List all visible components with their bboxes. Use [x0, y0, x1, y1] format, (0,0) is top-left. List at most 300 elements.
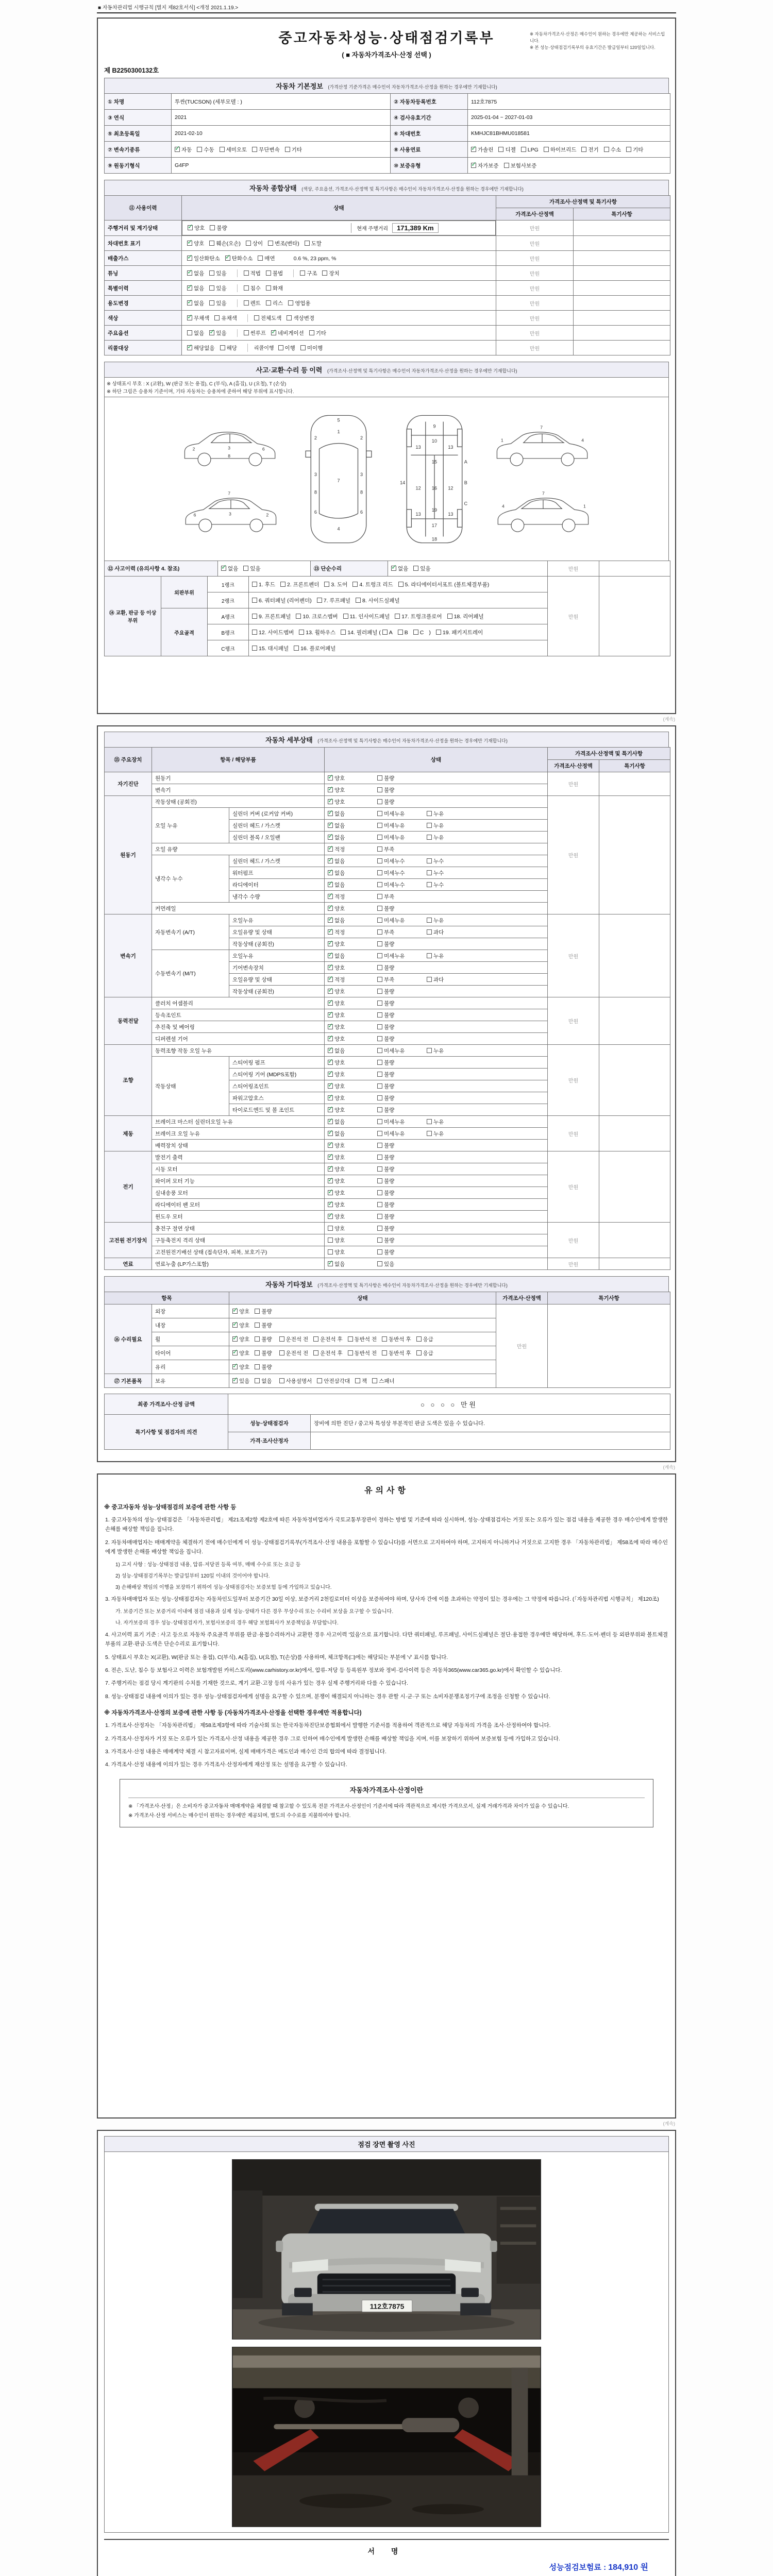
checkbox[interactable] — [209, 270, 214, 276]
checkbox[interactable] — [416, 1350, 422, 1355]
checkbox[interactable] — [244, 270, 249, 276]
checkbox[interactable] — [377, 1072, 382, 1077]
checkbox[interactable] — [427, 811, 432, 816]
checkbox-checked[interactable] — [328, 906, 333, 911]
panel-item-option — [252, 613, 291, 620]
checkbox[interactable] — [377, 1107, 382, 1112]
checkbox[interactable] — [352, 582, 358, 587]
option-label: 양호 — [334, 775, 345, 782]
checkbox[interactable] — [255, 1378, 260, 1383]
checkbox-checked[interactable] — [187, 256, 192, 261]
checkbox[interactable] — [322, 270, 327, 276]
checkbox[interactable] — [252, 582, 257, 587]
checkbox[interactable] — [377, 1095, 382, 1100]
checkbox[interactable] — [268, 241, 273, 246]
notice-warranty-subitem: 3) 손해배상 책임의 이행을 보장하기 위하여 성능·상태점검자는 보증보험 등에 가입하고 있습니다. — [115, 1584, 332, 1590]
checkbox[interactable] — [288, 300, 293, 306]
checkbox[interactable] — [313, 1350, 318, 1355]
checkbox-checked[interactable] — [187, 315, 192, 320]
field-value-text: 2021-02-10 — [175, 130, 203, 137]
checkbox-option — [328, 834, 377, 841]
checkbox-checked[interactable] — [328, 894, 333, 899]
option-label: 없음 — [334, 810, 345, 817]
checkbox-checked[interactable] — [328, 1036, 333, 1041]
checkbox-checked[interactable] — [328, 1261, 333, 1266]
checkbox-checked[interactable] — [328, 929, 333, 935]
checkbox[interactable] — [279, 1336, 284, 1342]
checkbox[interactable] — [252, 614, 257, 619]
checkbox-checked[interactable] — [328, 965, 333, 970]
repair-needed-label: ⑯ 수리필요 — [105, 1304, 152, 1374]
checkbox[interactable] — [427, 1048, 432, 1053]
checkbox[interactable] — [377, 811, 382, 816]
option-label: 불량 — [384, 1071, 395, 1078]
option-label: 없음 — [334, 1130, 345, 1137]
checkbox-checked[interactable] — [175, 147, 180, 152]
checkbox-checked[interactable] — [328, 775, 333, 781]
price-cell: 만원 — [496, 251, 574, 266]
checkbox-checked[interactable] — [328, 1095, 333, 1100]
checkbox[interactable] — [343, 614, 348, 619]
etc-item-label: 외장 — [152, 1304, 229, 1318]
checkbox-checked[interactable] — [328, 977, 333, 982]
checkbox[interactable] — [377, 870, 382, 875]
checkbox[interactable] — [544, 147, 549, 152]
option-label: 불량 — [261, 1364, 272, 1370]
status-groups — [185, 300, 318, 307]
checkbox[interactable] — [210, 225, 215, 230]
checkbox[interactable] — [436, 630, 441, 635]
checkbox-checked[interactable] — [328, 953, 333, 958]
checkbox-option — [328, 798, 377, 806]
checkbox[interactable] — [313, 1336, 318, 1342]
checkbox-checked[interactable] — [328, 835, 333, 840]
checkbox[interactable] — [427, 918, 432, 923]
checkbox[interactable] — [377, 882, 382, 887]
checkbox[interactable] — [427, 1119, 432, 1124]
svg-text:1: 1 — [501, 437, 503, 443]
checkbox-checked[interactable] — [328, 1131, 333, 1136]
checkbox[interactable] — [626, 147, 631, 152]
checkbox[interactable] — [294, 646, 299, 651]
checkbox-option — [268, 240, 299, 247]
checkbox[interactable] — [398, 630, 403, 635]
checkbox[interactable] — [427, 1131, 432, 1136]
checkbox-checked[interactable] — [232, 1350, 238, 1355]
checkbox[interactable] — [382, 630, 388, 635]
checkbox[interactable] — [377, 965, 382, 970]
price-cell: 만원 — [548, 1116, 599, 1151]
checkbox-checked[interactable] — [188, 225, 193, 230]
status-cell — [182, 251, 496, 266]
checkbox[interactable] — [300, 345, 306, 350]
checkbox[interactable] — [377, 977, 382, 982]
checkbox[interactable] — [427, 835, 432, 840]
checkbox[interactable] — [377, 1036, 382, 1041]
checkbox-checked[interactable] — [328, 1001, 333, 1006]
col-device: ⑮ 주요장치 — [105, 748, 152, 772]
checkbox-checked[interactable] — [187, 270, 192, 276]
checkbox[interactable] — [377, 787, 382, 792]
subpart-label: 실린더 블록 / 오일팬 — [229, 832, 325, 843]
checkbox[interactable] — [382, 1350, 387, 1355]
option-label: 영업용 — [295, 300, 311, 307]
checkbox[interactable] — [244, 330, 249, 335]
checkbox[interactable] — [427, 977, 432, 982]
option-label: 사용설명서 — [285, 1378, 312, 1384]
checkbox-checked[interactable] — [328, 1190, 333, 1195]
checkbox[interactable] — [377, 989, 382, 994]
checkbox[interactable] — [581, 147, 586, 152]
option-label: 불량 — [384, 1166, 395, 1173]
checkbox[interactable] — [255, 1309, 260, 1314]
checkbox[interactable] — [209, 300, 214, 306]
checkbox-checked[interactable] — [328, 989, 333, 994]
part-label: 냉각수 누수 — [152, 855, 229, 903]
checkbox[interactable] — [220, 147, 225, 152]
checkbox-checked[interactable] — [328, 787, 333, 792]
checkbox-checked[interactable] — [328, 1166, 333, 1172]
option-label: 이행 — [284, 345, 295, 351]
checkbox[interactable] — [427, 929, 432, 935]
checkbox[interactable] — [377, 906, 382, 911]
checkbox[interactable] — [317, 598, 322, 603]
option-label: 양호 — [334, 1059, 345, 1066]
checkbox[interactable] — [427, 882, 432, 887]
checkbox[interactable] — [187, 330, 192, 335]
option-label: 없음 — [334, 953, 345, 959]
checkbox-checked[interactable] — [187, 345, 192, 350]
checkbox[interactable] — [377, 894, 382, 899]
checkbox-checked[interactable] — [391, 566, 396, 571]
checkbox-checked[interactable] — [328, 823, 333, 828]
option-label: 누유 — [433, 917, 444, 924]
checkbox-checked[interactable] — [328, 918, 333, 923]
panel-part-label: 주요골격 — [161, 608, 208, 656]
checkbox[interactable] — [377, 1012, 382, 1018]
checkbox-checked[interactable] — [328, 799, 333, 804]
col-status: 상태 — [229, 1292, 496, 1304]
checkbox[interactable] — [309, 330, 314, 335]
checkbox[interactable] — [252, 630, 257, 635]
option-label: 동반석 전 — [354, 1336, 377, 1343]
checkbox[interactable] — [377, 775, 382, 781]
checkbox-checked[interactable] — [328, 1143, 333, 1148]
checkbox[interactable] — [377, 1214, 382, 1219]
checkbox[interactable] — [377, 1024, 382, 1029]
checkbox[interactable] — [317, 1378, 322, 1383]
panel-item-label: 5. 라디에이터서포트 (볼트체결부품) — [405, 581, 490, 588]
checkbox-checked[interactable] — [328, 870, 333, 875]
notice-title: 유의사항 — [364, 1486, 409, 1495]
option-label: 양호 — [334, 1012, 345, 1019]
page-continuation-mark: (계속) — [663, 1465, 675, 1470]
accident-history-options — [218, 561, 311, 577]
checkbox[interactable] — [398, 582, 404, 587]
overall-condition-title: 자동차 종합상태 — [249, 184, 297, 192]
checkbox-checked[interactable] — [232, 1364, 238, 1369]
checkbox[interactable] — [279, 1350, 284, 1355]
checkbox[interactable] — [377, 1048, 382, 1053]
device-label: 고전원 전기장치 — [105, 1223, 152, 1258]
checkbox[interactable] — [244, 300, 249, 306]
checkbox[interactable] — [255, 1350, 260, 1355]
checkbox[interactable] — [287, 315, 292, 320]
use-history-label: 주요옵션 — [105, 326, 182, 341]
panel-item-label: 8. 사이드실패널 — [362, 597, 400, 604]
photos-title: 점검 장면 촬영 사진 — [358, 2141, 415, 2148]
checkbox[interactable] — [377, 918, 382, 923]
simple-repair-label: ⑬ 단순수리 — [311, 561, 388, 577]
checkbox[interactable] — [377, 1238, 382, 1243]
checkbox-checked[interactable] — [328, 1072, 333, 1077]
checkbox[interactable] — [328, 1226, 333, 1231]
checkbox[interactable] — [377, 1178, 382, 1183]
checkbox-checked[interactable] — [232, 1323, 238, 1328]
checkbox-checked[interactable] — [328, 858, 333, 863]
checkbox[interactable] — [341, 630, 346, 635]
checkbox[interactable] — [255, 1323, 260, 1328]
checkbox[interactable] — [377, 835, 382, 840]
checkbox[interactable] — [209, 285, 214, 291]
checkbox-checked[interactable] — [232, 1378, 238, 1383]
checkbox[interactable] — [413, 630, 418, 635]
checkbox-checked[interactable] — [328, 1083, 333, 1089]
price-cell: 만원 — [548, 772, 599, 796]
checkbox[interactable] — [299, 630, 304, 635]
checkbox[interactable] — [279, 1378, 284, 1383]
status-options — [325, 891, 548, 903]
status-options — [325, 1258, 548, 1270]
checkbox-checked[interactable] — [328, 1119, 333, 1124]
checkbox[interactable] — [348, 1336, 353, 1342]
option-group — [221, 566, 266, 572]
option-label: 세미오토 — [226, 146, 247, 153]
checkbox[interactable] — [266, 270, 271, 276]
checkbox[interactable] — [377, 941, 382, 946]
checkbox[interactable] — [266, 300, 271, 306]
checkbox-checked[interactable] — [328, 1024, 333, 1029]
checkbox[interactable] — [377, 929, 382, 935]
panel-item-label: 4. 트렁크 리드 — [359, 581, 393, 588]
detail-row — [105, 1151, 670, 1163]
option-label: 불량 — [384, 1083, 395, 1090]
field-value — [172, 142, 391, 158]
checkbox[interactable] — [300, 270, 305, 276]
checkbox-checked[interactable] — [187, 241, 192, 246]
checkbox[interactable] — [377, 858, 382, 863]
option-label: 상이 — [252, 240, 263, 247]
checkbox-option — [266, 269, 283, 277]
checkbox-option — [328, 822, 377, 829]
checkbox[interactable] — [255, 1336, 260, 1342]
status-group — [237, 284, 291, 292]
checkbox-checked[interactable] — [232, 1309, 238, 1314]
option-label: 누유 — [433, 1118, 444, 1125]
checkbox[interactable] — [220, 345, 225, 350]
checkbox[interactable] — [254, 315, 259, 320]
option-label: 미세누유 — [384, 810, 405, 817]
checkbox[interactable] — [377, 846, 382, 852]
checkbox[interactable] — [328, 1249, 333, 1255]
checkbox[interactable] — [416, 1336, 422, 1342]
checkbox[interactable] — [498, 147, 503, 152]
checkbox[interactable] — [604, 147, 609, 152]
option-label: 운전석 전 — [285, 1336, 309, 1343]
checkbox[interactable] — [377, 1249, 382, 1255]
checkbox[interactable] — [427, 823, 432, 828]
checkbox[interactable] — [427, 858, 432, 863]
checkbox-option — [214, 314, 237, 322]
checkbox[interactable] — [328, 1238, 333, 1243]
checkbox[interactable] — [377, 1083, 382, 1089]
checkbox-checked[interactable] — [328, 882, 333, 887]
checkbox-checked[interactable] — [187, 300, 192, 306]
option-label: 누유 — [433, 1047, 444, 1054]
checkbox[interactable] — [324, 582, 329, 587]
checkbox[interactable] — [504, 163, 509, 168]
checkbox[interactable] — [348, 1350, 353, 1355]
checkbox-checked[interactable] — [471, 163, 476, 168]
checkbox[interactable] — [246, 241, 251, 246]
svg-text:3: 3 — [360, 471, 363, 477]
device-label: 변속기 — [105, 914, 152, 997]
notice-warranty-item: 7. 주행거리는 점검 당시 계기판의 수치를 기재한 것으로, 계기 교환·고장 등의 사유가 있는 경우 실제 주행거리와 다를 수 있습니다. — [105, 1680, 408, 1687]
checkbox-checked[interactable] — [328, 1107, 333, 1112]
checkbox[interactable] — [377, 1202, 382, 1207]
checkbox[interactable] — [521, 147, 526, 152]
part-label: 브레이크 마스터 실린더오일 누유 — [152, 1116, 325, 1128]
checkbox-checked[interactable] — [271, 330, 276, 335]
checkbox[interactable] — [280, 582, 285, 587]
part-label: 수동변속기 (M/T) — [152, 950, 229, 997]
simple-repair-options — [388, 561, 548, 577]
checkbox[interactable] — [266, 285, 271, 291]
checkbox[interactable] — [427, 870, 432, 875]
checkbox[interactable] — [197, 147, 202, 152]
checkbox-checked[interactable] — [471, 147, 476, 152]
panel-item-label: 7. 루프패널 — [323, 597, 350, 604]
field-value — [468, 142, 670, 158]
status-groups — [185, 285, 290, 292]
checkbox[interactable] — [377, 1060, 382, 1065]
accident-flags-row — [105, 561, 670, 577]
checkbox-checked[interactable] — [225, 256, 230, 261]
checkbox[interactable] — [372, 1378, 377, 1383]
use-history-label: 배출가스 — [105, 251, 182, 266]
part-label: 배력장치 상태 — [152, 1140, 325, 1151]
checkbox[interactable] — [377, 1166, 382, 1172]
checkbox[interactable] — [382, 1336, 387, 1342]
panel-item-option — [352, 581, 393, 588]
status-group — [185, 299, 234, 307]
checkbox-checked[interactable] — [328, 1048, 333, 1053]
panel-item-label: 1. 후드 — [259, 581, 275, 588]
checkbox[interactable] — [209, 241, 214, 246]
checkbox[interactable] — [243, 566, 248, 571]
status-group — [247, 314, 322, 322]
checkbox[interactable] — [377, 1143, 382, 1148]
checkbox[interactable] — [278, 345, 283, 350]
option-label: 하이브리드 — [550, 146, 577, 153]
checkbox[interactable] — [214, 315, 220, 320]
checkbox-checked[interactable] — [328, 1214, 333, 1219]
checkbox-checked[interactable] — [232, 1336, 238, 1342]
checkbox[interactable] — [447, 614, 452, 619]
checkbox[interactable] — [413, 566, 418, 571]
checkbox-checked[interactable] — [328, 941, 333, 946]
part-label: 오일 유량 — [152, 843, 325, 855]
checkbox[interactable] — [377, 1155, 382, 1160]
status-options — [325, 926, 548, 938]
checkbox[interactable] — [427, 953, 432, 958]
option-label: 디젤 — [505, 146, 516, 153]
option-label: 적정 — [334, 893, 345, 900]
checkbox[interactable] — [377, 823, 382, 828]
checkbox[interactable] — [355, 1378, 360, 1383]
checkbox[interactable] — [244, 285, 249, 291]
checkbox-option — [416, 1349, 433, 1357]
checkbox[interactable] — [377, 1226, 382, 1231]
svg-text:13: 13 — [415, 511, 421, 517]
accident-history-note: (가격조사·산정액 및 특기사항은 매수인이 자동차가격조사·산정을 원하는 경우에만 기재합니다) — [327, 368, 517, 374]
checkbox-checked[interactable] — [221, 566, 226, 571]
checkbox[interactable] — [252, 598, 257, 603]
option-label: 침수 — [250, 285, 261, 292]
checkbox[interactable] — [252, 646, 257, 651]
checkbox[interactable] — [377, 953, 382, 958]
checkbox-option — [313, 1335, 343, 1343]
checkbox[interactable] — [296, 614, 301, 619]
checkbox-checked[interactable] — [328, 1155, 333, 1160]
checkbox-checked[interactable] — [328, 1202, 333, 1207]
panel-item-option — [252, 597, 312, 604]
checkbox-option — [209, 240, 241, 247]
checkbox[interactable] — [377, 1261, 382, 1266]
checkbox[interactable] — [395, 614, 400, 619]
price-cell: 만원 — [548, 577, 599, 656]
checkbox-option — [255, 1349, 272, 1357]
checkbox[interactable] — [285, 147, 290, 152]
checkbox-checked[interactable] — [328, 1060, 333, 1065]
option-label: 미세누유 — [384, 834, 405, 841]
checkbox[interactable] — [255, 1364, 260, 1369]
svg-text:2: 2 — [360, 435, 363, 440]
checkbox-option — [416, 1335, 433, 1343]
etc-info-title: 자동차 기타정보 — [265, 1281, 313, 1289]
checkbox-checked[interactable] — [209, 330, 214, 335]
checkbox[interactable] — [258, 256, 263, 261]
checkbox[interactable] — [377, 1001, 382, 1006]
checkbox-checked[interactable] — [328, 811, 333, 816]
note-cell — [574, 236, 670, 251]
checkbox[interactable] — [377, 799, 382, 804]
status-group — [237, 299, 318, 307]
option-label: 기타 — [291, 146, 303, 153]
checkbox-option — [244, 329, 266, 337]
panel-item-option — [252, 645, 289, 652]
checkbox[interactable] — [377, 1190, 382, 1195]
checkbox[interactable] — [252, 147, 257, 152]
checkbox-checked[interactable] — [328, 846, 333, 852]
checkbox[interactable] — [377, 1119, 382, 1124]
checkbox[interactable] — [356, 598, 361, 603]
checkbox[interactable] — [305, 241, 310, 246]
checkbox[interactable] — [377, 1131, 382, 1136]
checkbox-checked[interactable] — [328, 1012, 333, 1018]
checkbox-checked[interactable] — [187, 285, 192, 291]
checkbox-checked[interactable] — [328, 1178, 333, 1183]
